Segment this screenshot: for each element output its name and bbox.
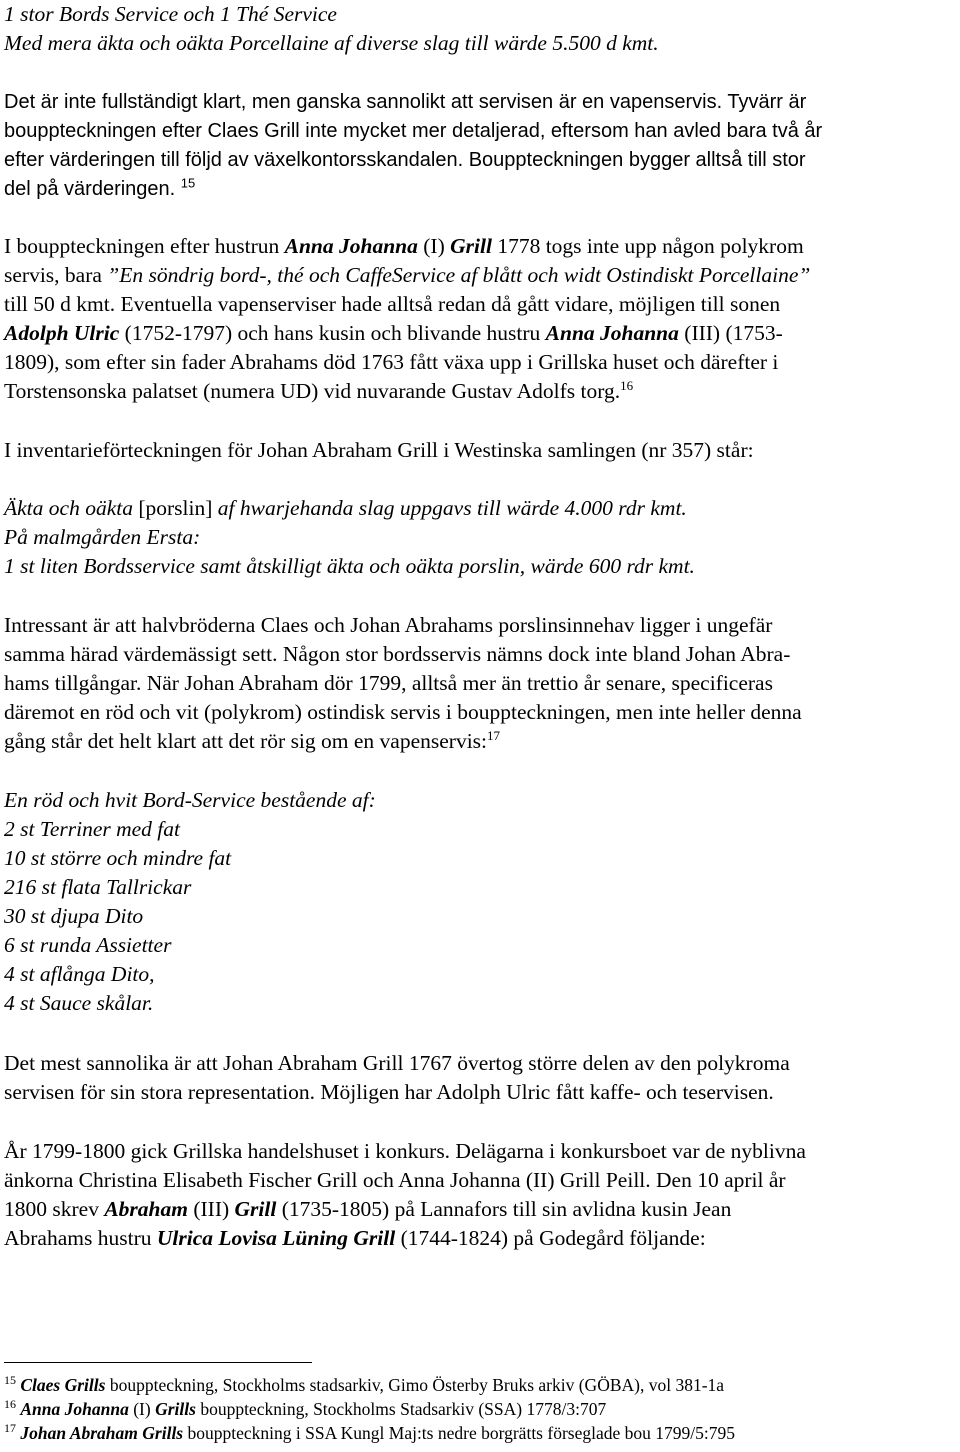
text-segment: (1752-1797) och hans kusin och blivande hustru <box>119 321 546 345</box>
text-line: Det är inte fullständigt klart, men ganska sannolikt att servisen är en vapenservis. Tyvärr är <box>4 91 807 113</box>
person-name: Adolph Ulric <box>4 321 120 345</box>
footnote-separator <box>4 1362 312 1363</box>
paragraph <box>4 1049 952 1107</box>
text-segment: (III) <box>187 1197 235 1221</box>
person-name: Anna Johanna <box>284 234 418 258</box>
person-name: Ulrica Lovisa Lüning Grill <box>156 1226 396 1250</box>
person-name: Abraham <box>104 1197 188 1221</box>
quoted-text: ”En söndrig bord-, thé och CaffeService af blått och widt Ostindiskt Porcellaine” <box>107 263 811 287</box>
text-line: till 50 d kmt. Eventuella vapenserviser hade alltså redan då gått vidare, möjligen till sonen <box>4 292 781 316</box>
person-name: Claes Grills <box>20 1375 106 1395</box>
list-item: 10 st större och mindre fat <box>4 846 232 870</box>
intro-quote <box>4 0 952 58</box>
text-line <box>4 1224 952 1253</box>
text-segment: af hwarjehanda slag uppgavs till wärde 4.000 rdr kmt. <box>212 496 687 520</box>
text-segment: Äkta och oäkta <box>4 496 139 520</box>
text-segment: (I) <box>417 234 451 258</box>
text-line: däremot en röd och vit (polykrom) ostindisk servis i bouppteckningen, men inte heller denna <box>4 700 802 724</box>
footnote <box>4 1374 724 1396</box>
paragraph <box>4 88 952 204</box>
footnote <box>4 1422 735 1444</box>
text-line: efter värderingen till följd av växelkontorsskandalen. Bouppteckningen bygger alltså till stor <box>4 149 806 171</box>
person-name: Grill <box>234 1197 277 1221</box>
text-segment: Abrahams hustru <box>4 1226 157 1250</box>
footnote-ref: 17 <box>487 727 501 743</box>
text-segment: del på värderingen. <box>4 178 176 200</box>
person-name: Grill <box>450 234 492 258</box>
person-name: Johan Abraham Grills <box>20 1423 184 1443</box>
person-name: Grills <box>155 1399 196 1419</box>
list-item: 4 st aflånga Dito, <box>4 962 155 986</box>
paragraph <box>4 436 952 465</box>
text-segment: (1744-1824) på Godegård följande: <box>395 1226 706 1250</box>
list-item: 30 st djupa Dito <box>4 904 144 928</box>
paragraph <box>4 232 952 406</box>
list-item: 6 st runda Assietter <box>4 933 172 957</box>
text-line: År 1799-1800 gick Grillska handelshuset i konkurs. Delägarna i konkursboet var de nyblivna <box>4 1139 806 1163</box>
text-line <box>4 1195 952 1224</box>
text-line: På malmgården Ersta: <box>4 525 201 549</box>
footnote-number: 17 <box>4 1421 16 1436</box>
footnote-text: bouppteckning, Stockholms stadsarkiv, Gimo Österby Bruks arkiv (GÖBA), vol 381-1a <box>105 1375 725 1395</box>
footnote-text: bouppteckning i SSA Kungl Maj:ts nedre borgrätts förseglade bou 1799/5:795 <box>183 1423 735 1443</box>
text-segment: Torstensonska palatset (numera UD) vid nuvarande Gustav Adolfs torg. <box>4 379 621 403</box>
text-line <box>4 232 952 261</box>
text-line <box>4 377 952 406</box>
footnote-text: (I) <box>128 1399 156 1419</box>
text-line: änkorna Christina Elisabeth Fischer Grill och Anna Johanna (II) Grill Peill. Den 10 april år <box>4 1168 786 1192</box>
text-segment: (III) (1753- <box>678 321 783 345</box>
text-line <box>4 175 952 204</box>
list-item: 2 st Terriner med fat <box>4 817 180 841</box>
editorial-insert: [porslin] <box>138 496 213 520</box>
text-line <box>4 261 952 290</box>
text-line: samma härad värdemässigt sett. Någon stor bordsservis nämns dock inte bland Johan Abra- <box>4 642 791 666</box>
text-line <box>4 494 952 523</box>
person-name: Anna Johanna <box>545 321 679 345</box>
footnote-number: 15 <box>4 1373 16 1388</box>
text-segment: servis, bara <box>4 263 108 287</box>
list-item: 4 st Sauce skålar. <box>4 991 154 1015</box>
footnote-text: bouppteckning, Stockholms Stadsarkiv (SSA) 1778/3:707 <box>195 1399 607 1419</box>
text-line <box>4 319 952 348</box>
list-item: 216 st flata Tallrickar <box>4 875 192 899</box>
paragraph <box>4 611 952 756</box>
text-segment: (1735-1805) på Lannafors till sin avlidna kusin Jean <box>276 1197 732 1221</box>
footnote-ref: 16 <box>620 377 634 393</box>
paragraph <box>4 1137 952 1253</box>
footnote-ref: 15 <box>180 175 196 191</box>
text-line: 1 st liten Bordsservice samt åtskilligt äkta och oäkta porslin, wärde 600 rdr kmt. <box>4 554 695 578</box>
text-segment: 1800 skrev <box>4 1197 105 1221</box>
text-segment: 1778 togs inte upp någon polykrom <box>491 234 804 258</box>
text-line: 1809), som efter sin fader Abrahams död 1763 fått växa upp i Grillska huset och därefter i <box>4 350 779 374</box>
text-segment: I bouppteckningen efter hustrun <box>4 234 285 258</box>
intro-line: 1 stor Bords Service och 1 Thé Service <box>4 2 337 26</box>
text-line: hams tillgångar. När Johan Abraham dör 1799, alltså mer än trettio år senare, specificeras <box>4 671 773 695</box>
text-line <box>4 727 952 756</box>
footnote <box>4 1398 606 1420</box>
inventory-quote <box>4 494 952 581</box>
text-line: bouppteckningen efter Claes Grill inte mycket mer detaljerad, eftersom han avled bara två år <box>4 120 823 142</box>
text-segment: gång står det helt klart att det rör sig om en vapenservis: <box>4 729 488 753</box>
intro-line: Med mera äkta och oäkta Porcellaine af diverse slag till wärde 5.500 d kmt. <box>4 31 659 55</box>
person-name: Anna Johanna <box>20 1399 129 1419</box>
list-item: En röd och hvit Bord-Service bestående af: <box>4 788 376 812</box>
text-line: Intressant är att halvbröderna Claes och Johan Abrahams porslinsinnehav ligger i ungefär <box>4 613 773 637</box>
text-line: I inventarieförteckningen för Johan Abraham Grill i Westinska samlingen (nr 357) står: <box>4 438 754 462</box>
text-line: servisen för sin stora representation. Möjligen har Adolph Ulric fått kaffe- och teservisen. <box>4 1080 774 1104</box>
service-list <box>4 786 952 1018</box>
text-line: Det mest sannolika är att Johan Abraham Grill 1767 övertog större delen av den polykroma <box>4 1051 790 1075</box>
footnote-number: 16 <box>4 1397 16 1412</box>
